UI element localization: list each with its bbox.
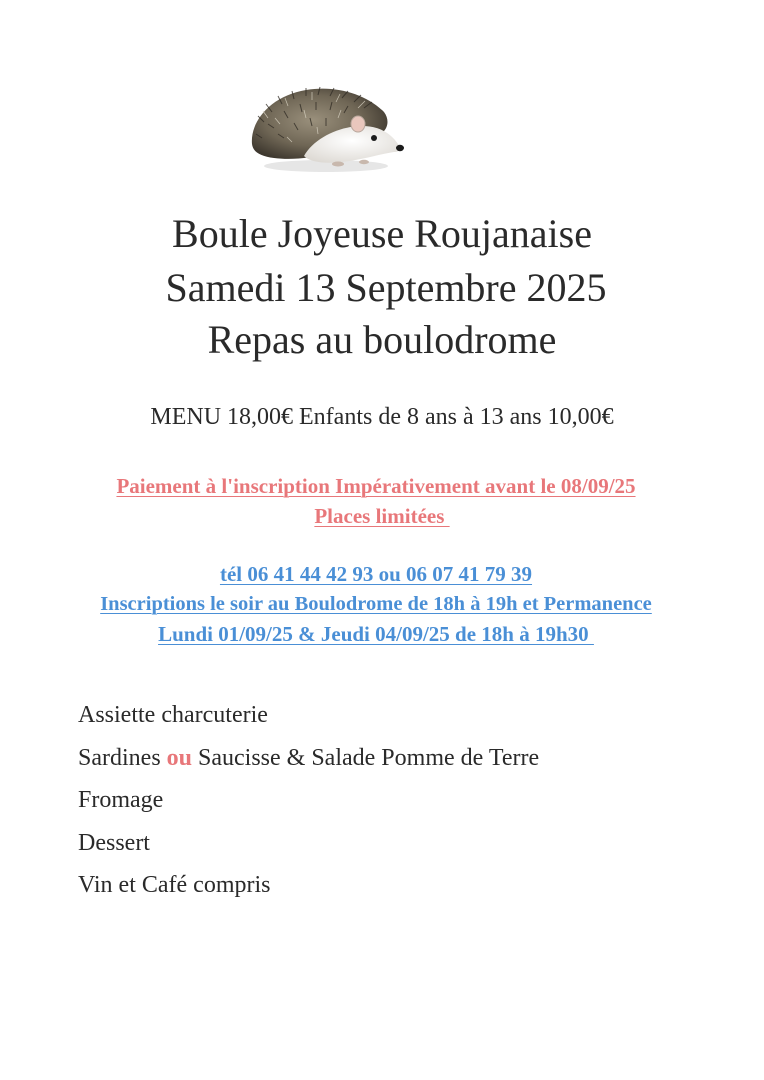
hedgehog-illustration [244, 82, 406, 176]
menu-item-drinks: Vin et Café compris [78, 872, 271, 898]
menu-item-dessert: Dessert [78, 829, 150, 856]
menu-item-main-option-a: Sardines [78, 744, 167, 771]
menu-list [78, 700, 539, 913]
menu-item-cheese: Fromage [78, 787, 164, 813]
menu-item-main-or: ou [166, 744, 193, 771]
event-title: Repas au boulodrome [207, 317, 557, 362]
menu-pricing: MENU 18,00€ Enfants de 8 ans à 13 ans 10,00€ [150, 404, 614, 430]
payment-notice: Paiement à l'inscription Impérativement avant le 08/09/25 [116, 474, 636, 498]
menu-item-main-option-b: Saucisse & Salade Pomme de Terre [192, 744, 540, 771]
phone-contact: tél 06 41 44 42 93 ou 06 07 41 79 39 [219, 562, 533, 586]
event-date: Samedi 13 Septembre 2025 [165, 265, 607, 310]
menu-item-main [78, 743, 539, 786]
limited-places-notice: Places limitées [314, 504, 450, 528]
menu-item-starter: Assiette charcuterie [78, 702, 268, 728]
club-title: Boule Joyeuse Roujanaise [172, 211, 592, 256]
registration-info: Inscriptions le soir au Boulodrome de 18h à 19h et Permanence [100, 593, 652, 615]
registration-dates: Lundi 01/09/25 & Jeudi 04/09/25 de 18h à 19h30 [158, 622, 594, 646]
